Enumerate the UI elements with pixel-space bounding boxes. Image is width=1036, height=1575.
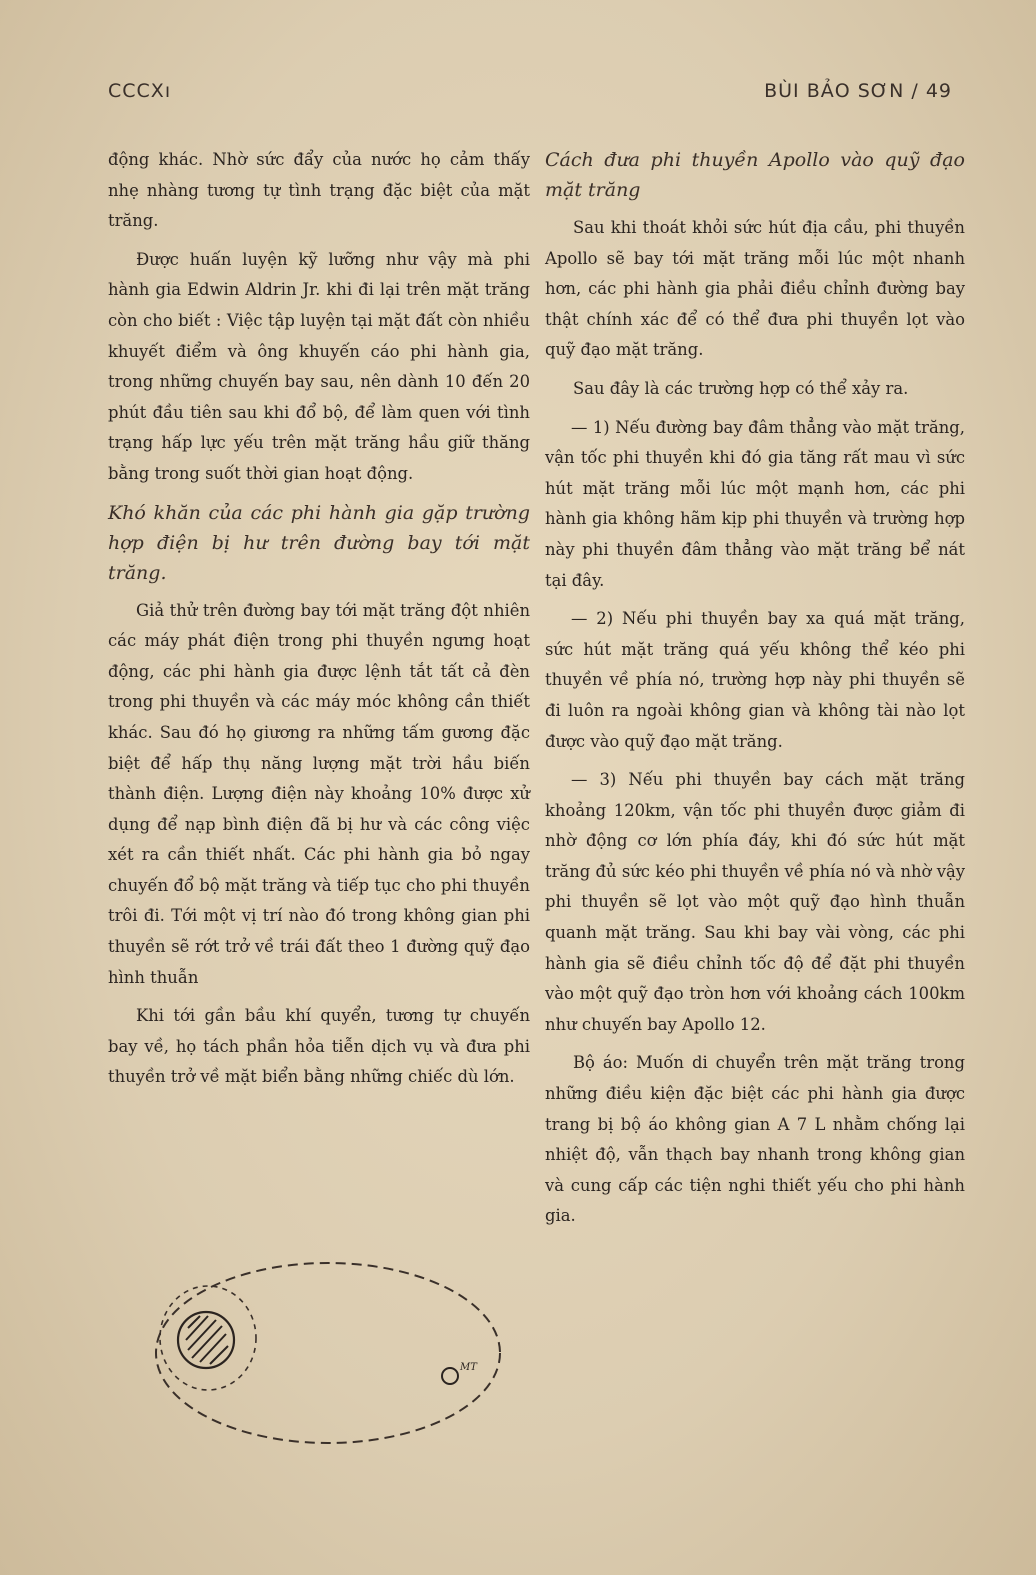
list-item: — 2) Nếu phi thuyền bay xa quá mặt trăng, sức hút mặt trăng quá yếu không thể kéo phi thuyền về phía nó, trường hợp này phi thuyền sẽ đi luôn ra ngoài không gian và không tài nào lọt được vào quỹ đạo mặt trăng. <box>545 609 965 751</box>
section-heading: Khó khăn của các phi hành gia gặp trường hợp điện bị hư trên đường bay tới mặt trăng. <box>108 501 530 584</box>
paragraph: Sau khi thoát khỏi sức hút địa cầu, phi thuyền Apollo sẽ bay tới mặt trăng mỗi lúc một nhanh hơn, các phi hành gia phải điều chỉnh đường bay thật chính xác để có thể đưa phi thuyền lọt vào quỹ đạo mặt trăng. <box>545 218 965 360</box>
paragraph: động khác. Nhờ sức đẩy của nước họ cảm thấy nhẹ nhàng tương tự tình trạng đặc biệt của mặt trăng. <box>108 150 530 231</box>
paragraph: Giả thử trên đường bay tới mặt trăng đột nhiên các máy phát điện trong phi thuyền ngưng hoạt động, các phi hành gia được lệnh tắt tất cả đèn trong phi thuyền và các máy móc không cần thiết khác. Sau đó họ giương ra những tấm gương đặc biệt để hấp thụ năng lượng mặt trời hầu biến thành điện. Lượng điện này khoảng 10% được xử dụng để nạp bình điện đã bị hư và các công việc xét ra cần thiết nhất. Các phi hành gia bỏ ngay chuyến đổ bộ mặt trăng và tiếp tục cho phi thuyền trôi đi. Tới một vị trí nào đó trong không gian phi thuyền sẽ rớt trở về trái đất theo 1 đường quỹ đạo hình thuẫn <box>108 600 530 987</box>
moon-label: MT <box>460 1362 477 1373</box>
list-item: — 1) Nếu đường bay đâm thẳng vào mặt trăng, vận tốc phi thuyền khi đó gia tăng rất mau vì sức hút mặt trăng mỗi lúc một mạnh hơn, các phi hành gia không hãm kịp phi thuyền và trường hợp này phi thuyền đâm thẳng vào mặt trăng bể nát tại đây. <box>545 417 965 590</box>
paragraph: Khi tới gần bầu khí quyển, tương tự chuyến bay về, họ tách phần hỏa tiễn dịch vụ và đưa phi thuyền trở về mặt biển bằng những chiếc dù lớn. <box>108 1006 530 1087</box>
paragraph: Bộ áo: Muốn di chuyển trên mặt trăng trong những điều kiện đặc biệt các phi hành gia được trang bị bộ áo không gian A 7 L nhằm chống lại nhiệt độ, vẫn thạch bay nhanh trong không gian và cung cấp các tiện nghi thiết yếu cho phi hành gia. <box>545 1053 965 1226</box>
earth-orbit-path <box>160 1286 256 1390</box>
paragraph: Sau đây là các trường hợp có thể xảy ra. <box>573 378 909 398</box>
paragraph: Được huấn luyện kỹ lưỡng như vậy mà phi hành gia Edwin Aldrin Jr. khi đi lại trên mặt trăng còn cho biết : Việc tập luyện tại mặt đất còn nhiều khuyết điểm và ông khuyến cáo phi hành gia, trong những chuyến bay sau, nên dành 10 đến 20 phút đầu tiên sau khi đổ bộ, để làm quen với tình trạng hấp lực yếu trên mặt trăng hầu giữ thăng bằng trong suốt thời gian hoạt động. <box>108 249 530 483</box>
moon-icon <box>442 1368 458 1384</box>
section-heading: Cách đưa phi thuyền Apollo vào quỹ đạo mặt trăng <box>545 149 965 201</box>
chapter-number: CCCXı <box>108 80 172 102</box>
right-column <box>545 145 965 1240</box>
author-page-number: BÙI BẢO SƠN / 49 <box>764 80 952 102</box>
left-column <box>108 145 530 1101</box>
orbit-diagram <box>150 1258 510 1458</box>
list-item: — 3) Nếu phi thuyền bay cách mặt trăng khoảng 120km, vận tốc phi thuyền được giảm đi nhờ động cơ lớn phía đáy, khi đó sức hút mặt trăng đủ sức kéo phi thuyền về phía nó và nhờ vậy phi thuyền sẽ lọt vào một quỹ đạo hình thuẫn quanh mặt trăng. Sau khi bay vài vòng, các phi hành gia sẽ điều chỉnh tốc độ để đặt phi thuyền vào một quỹ đạo tròn hơn với khoảng cách 100km như chuyến bay Apollo 12. <box>545 770 965 1034</box>
earth-hatching <box>186 1316 228 1364</box>
page-header <box>108 80 952 110</box>
